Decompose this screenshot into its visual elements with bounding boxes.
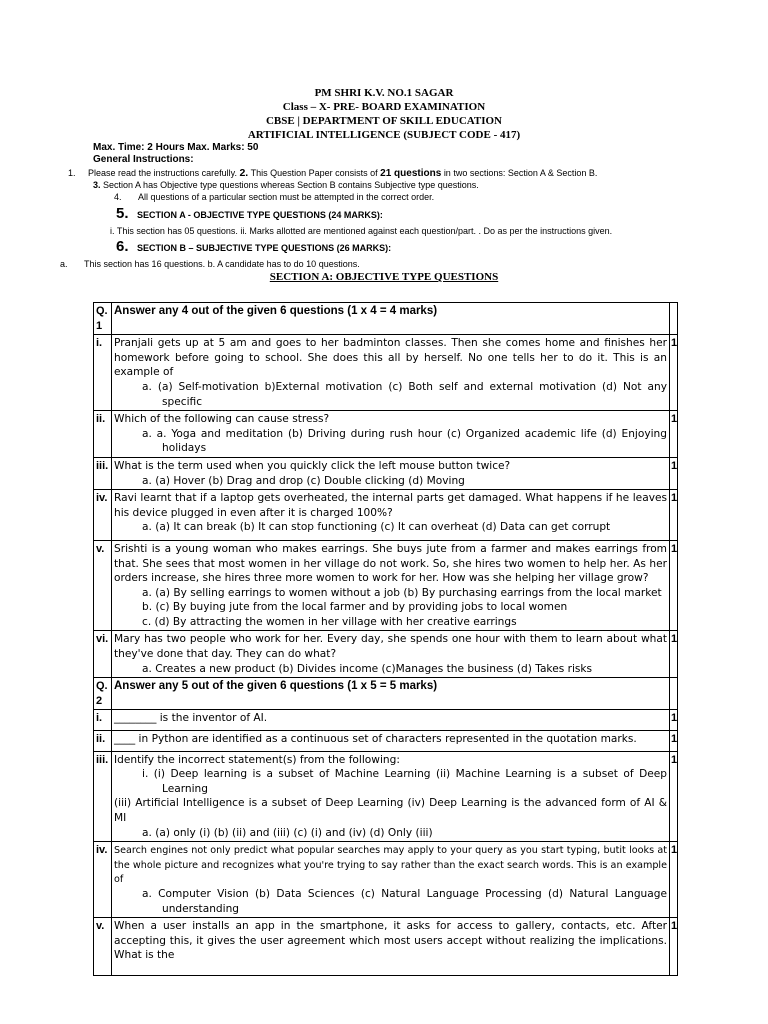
q1-iii-row xyxy=(94,457,678,489)
q2-title: Answer any 5 out of the given 6 questions (1 x 5 = 5 marks) xyxy=(114,680,438,693)
instruction-4-text: All questions of a particular section must be attempted in the correct order. xyxy=(138,192,435,202)
q1-ii-number: ii. xyxy=(94,411,112,458)
q1-header-row xyxy=(94,303,678,335)
section-a-title: SECTION A: OBJECTIVE TYPE QUESTIONS xyxy=(269,271,499,283)
instruction-6-details xyxy=(60,259,360,270)
q1-iii-options: a. (a) Hover (b) Drag and drop (c) Double clicking (d) Moving xyxy=(142,474,465,487)
instruction-6-text: SECTION B – SUBJECTIVE TYPE QUESTIONS (26 MARKS): xyxy=(137,243,392,253)
q1-number: Q. 1 xyxy=(94,303,112,335)
instruction-6-sub-text: This section has 16 questions. b. A candidate has to do 10 questions. xyxy=(84,259,360,269)
instruction-5-number: 5. xyxy=(116,205,129,222)
instruction-2-post: in two sections: Section A & Section B. xyxy=(443,168,598,178)
q2-iii-statements-2: (iii) Artificial Intelligence is a subset of Deep Learning (iv) Deep Learning is the advanced form of AI & MI xyxy=(114,797,667,824)
time-marks: Max. Time: 2 Hours Max. Marks: 50 xyxy=(93,142,259,153)
instruction-2-pre: This Question Paper consists of xyxy=(250,168,378,178)
q2-iv-options: a. Computer Vision (b) Data Sciences (c) Natural Language Processing (d) Natural Language understanding xyxy=(142,887,667,915)
q1-iv-row xyxy=(94,490,678,541)
q2-v-row xyxy=(94,918,678,976)
q2-iii-marks: 1 xyxy=(670,751,678,842)
q1-i-options: a. (a) Self-motivation b)External motivation (c) Both self and external motivation (d) Not any specific xyxy=(142,380,667,408)
q1-vi-text: Mary has two people who work for her. Every day, she spends one hour with them to learn about what they've done that day. They can do what? xyxy=(114,633,667,661)
q1-iv-options: a. (a) It can break (b) It can stop functioning (c) It can overheat (d) Data can get corrupt xyxy=(142,521,611,534)
instruction-1-text: Please read the instructions carefully. xyxy=(88,168,237,178)
q1-title: Answer any 4 out of the given 6 questions (1 x 4 = 4 marks) xyxy=(114,305,438,317)
q2-v-text: When a user installs an app in the smartphone, it asks for access to gallery, contacts, etc. After accepting this, it gives the user agreement which most users accept without realizing the implications. What is the xyxy=(114,920,667,962)
q2-ii-text: ____ in Python are identified as a continuous set of characters represented in the quotation marks. xyxy=(114,733,637,746)
subject-line: ARTIFICIAL INTELLIGENCE (SUBJECT CODE - 417) xyxy=(247,129,521,141)
q1-v-marks: 1 xyxy=(670,540,678,631)
instruction-4-number: 4. xyxy=(114,192,122,202)
q2-iv-number: iv. xyxy=(94,842,112,918)
instruction-3-text: Section A has Objective type questions whereas Section B contains Subjective type questions. xyxy=(103,180,479,190)
q1-ii-options: a. a. Yoga and meditation (b) Driving during rush hour (c) Organized academic life (d) Enjoying holidays xyxy=(142,427,667,455)
q2-ii-marks: 1 xyxy=(670,731,678,752)
instruction-6 xyxy=(116,238,391,257)
q2-v-marks: 1 xyxy=(670,918,678,976)
q1-vi-options: a. Creates a new product (b) Divides income (c)Manages the business (d) Takes risks xyxy=(142,662,593,675)
q2-number: Q. 2 xyxy=(94,678,112,710)
instruction-2-count: 21 questions xyxy=(380,168,442,179)
department-line: CBSE | DEPARTMENT OF SKILL EDUCATION xyxy=(265,115,503,127)
school-name: PM SHRI K.V. NO.1 SAGAR xyxy=(314,87,454,99)
q2-iii-text: Identify the incorrect statement(s) from the following: xyxy=(114,753,400,766)
q1-ii-text: Which of the following can cause stress? xyxy=(114,413,330,426)
q1-i-text: Pranjali gets up at 5 am and goes to her badminton classes. Then she comes home and finishes her homework before going to school. She does this all by herself. No one tells her to do it. This is an example of xyxy=(114,337,667,379)
instruction-2-number: 2. xyxy=(239,167,249,179)
instruction-6-sub-number: a. xyxy=(60,259,68,269)
q2-iii-row xyxy=(94,751,678,842)
q2-iii-statements: i. (i) Deep learning is a subset of Machine Learning (ii) Machine Learning is a subset of Deep Learning xyxy=(142,768,667,795)
q2-ii-number: ii. xyxy=(94,731,112,752)
instruction-1 xyxy=(68,168,597,179)
exam-class-line: Class – X- PRE- BOARD EXAMINATION xyxy=(282,101,486,113)
q2-i-text: ________ is the inventor of AI. xyxy=(114,712,268,725)
question-table xyxy=(93,302,678,976)
q1-v-number: v. xyxy=(94,540,112,631)
instruction-6-number: 6. xyxy=(116,238,129,255)
q2-v-number: v. xyxy=(94,918,112,976)
instruction-1-number: 1. xyxy=(68,168,76,178)
q1-vi-number: vi. xyxy=(94,631,112,678)
q2-iv-text: Search engines not only predict what popular searches may apply to your query as you start typing, butit looks at the whole picture and recognizes what you're trying to say rather than the exact search words. This is an example of xyxy=(114,845,667,886)
instruction-5 xyxy=(116,205,383,224)
instruction-5-text: SECTION A - OBJECTIVE TYPE QUESTIONS (24 MARKS): xyxy=(137,210,383,220)
q1-i-number: i. xyxy=(94,335,112,411)
q1-ii-row xyxy=(94,411,678,458)
q1-iv-marks: 1 xyxy=(670,490,678,541)
q2-header-row xyxy=(94,678,678,710)
q1-v-option-c: c. (d) By attracting the women in her village with her creative earrings xyxy=(142,615,517,628)
q2-i-marks: 1 xyxy=(670,710,678,731)
instruction-3 xyxy=(93,180,479,191)
q1-iii-text: What is the term used when you quickly click the left mouse button twice? xyxy=(114,459,511,472)
q1-v-option-b: b. (c) By buying jute from the local farmer and by providing jobs to local women xyxy=(142,601,568,614)
q1-vi-row xyxy=(94,631,678,678)
q2-iv-marks: 1 xyxy=(670,842,678,918)
q2-iii-number: iii. xyxy=(94,751,112,842)
q1-v-text: Srishti is a young woman who makes earrings. She buys jute from a farmer and makes earrings from that. She sees that most women in her village do not work. So, she hires two women to help her. As her orders increase, she hires three more women to work for her. How was she helping her village grow? xyxy=(114,542,667,585)
q2-i-number: i. xyxy=(94,710,112,731)
q1-v-row xyxy=(94,540,678,631)
instruction-3-number: 3. xyxy=(93,180,101,190)
instruction-4 xyxy=(114,192,434,203)
q1-iii-marks: 1 xyxy=(670,457,678,489)
q2-ii-row xyxy=(94,731,678,752)
q2-iii-options: a. (a) only (i) (b) (ii) and (iii) (c) (i) and (iv) (d) Only (iii) xyxy=(142,826,433,839)
q1-v-option-a: a. (a) By selling earrings to women without a job (b) By purchasing earrings from the local market xyxy=(142,586,662,599)
q2-iv-row xyxy=(94,842,678,918)
instruction-5-details: i. This section has 05 questions. ii. Marks allotted are mentioned against each question/part. . Do as per the instructions given. xyxy=(110,226,613,236)
q2-i-row xyxy=(94,710,678,731)
q1-iv-text: Ravi learnt that if a laptop gets overheated, the internal parts get damaged. What happens if he leaves his device plugged in even after it is charged 100%? xyxy=(114,492,667,519)
q1-iii-number: iii. xyxy=(94,457,112,489)
q1-i-row xyxy=(94,335,678,411)
q1-ii-marks: 1 xyxy=(670,411,678,458)
q1-i-marks: 1 xyxy=(670,335,678,411)
q1-vi-marks: 1 xyxy=(670,631,678,678)
general-instructions-heading: General Instructions: xyxy=(93,154,194,165)
q1-iv-number: iv. xyxy=(94,490,112,541)
